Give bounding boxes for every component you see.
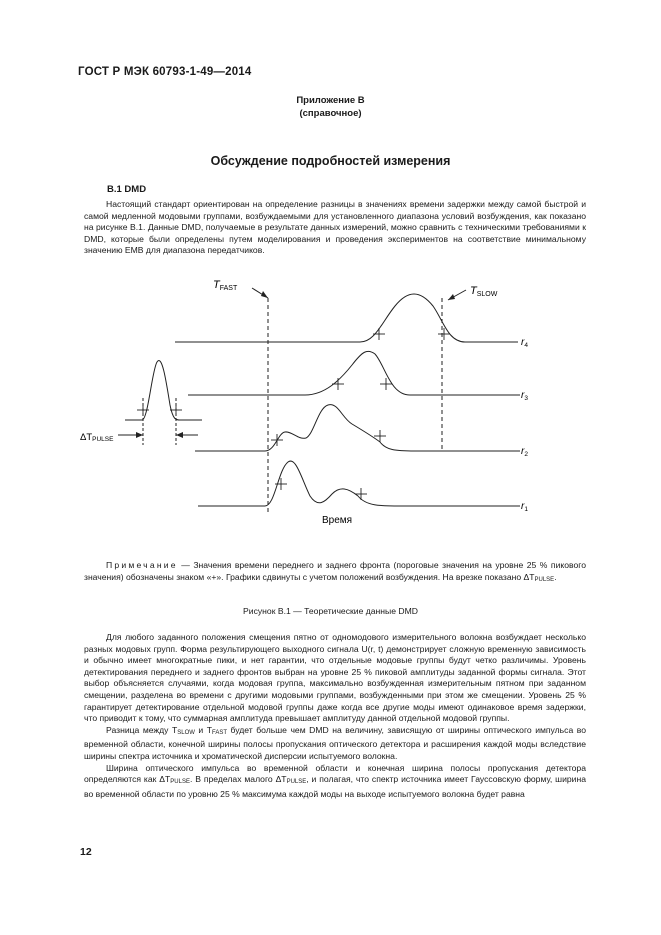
paragraph-2: Разница между $T_{SLOW}$ и $T_{FAST}$ будет больше чем DMD на величину, зависящую от ширины оптического импульса во временной области, конечной ширины полосы пропускания оптического детектора и расширения каждой моды вследствие ширины спектра источника и хроматической дисперсии испытуемого волокна. <box>84 724 586 761</box>
plus-markers <box>137 328 450 500</box>
body-paragraphs <box>84 632 586 800</box>
trace-r2 <box>195 405 520 451</box>
page-title: Обсуждение подробностей измерения <box>210 154 451 168</box>
trace-r1 <box>198 461 520 506</box>
t-slow-label: TSLOW <box>470 285 498 298</box>
trace-r4 <box>175 294 518 342</box>
note-text: — Значения времени переднего и заднего фронта (пороговые значения на уровне 25 % пикового значения) обозначены знаком «+». Графики сдвинуты с учетом положений возбуждения. На врезке показано ΔT <box>84 560 586 582</box>
intro-text: Настоящий стандарт ориентирован на определение разницы в значениях времени задержки между самой быстрой и самой медленной модовыми группами, возбуждаемыми для установленного диапазона условий возбуждения, как показано на рисунке В.1. Данные DMD, получаемые в результате данных измерений, можно сравнить с техническими требованиями к DMD, которые были определены путем моделирования и проведения экспериментов на соответствие минимальному значению EMB для диапазона передатчиков. <box>84 199 586 256</box>
trace-r3 <box>188 351 520 395</box>
appendix-subtitle: (справочное) <box>299 108 362 119</box>
appendix-title: Приложение В <box>296 95 365 106</box>
dt-pulse-label: ΔTPULSE <box>80 432 114 443</box>
figure-caption: Рисунок В.1 — Теоретические данные DMD <box>243 606 418 616</box>
paragraph-1: Для любого заданного положения смещения пятно от одномодового измерительного волокна возбуждает несколько разных модовых групп. Форма результирующего выходного сигнала U(r, t) демонстрирует сложную временную зависимость и обычно имеет многократные пики, и нет гарантии, что отдельные модовые группы будут четко различимы. Уровень детектирования переднего и заднего фронтов выбран на уровне 25 % пиковой амплитуды заданной формы сигнала. Этот выбор объясняется случаями, когда модовая группа, максимально возбужденная измерительным пятном при заданном смещении, разделена во времени с другими модовыми группами, возбужденными при этом же смещении. Уровень 25 % гарантирует детектирование отдельной модовой группы даже когда все другие моды имеют одинаковое время задержки, что приводит к тому, что суммарная амплитуда превышает амплитуду данной отдельной модовой группы. <box>84 632 586 724</box>
note-label: Примечание <box>106 560 178 570</box>
dmd-figure <box>70 270 550 535</box>
document-header: ГОСТ Р МЭК 60793-1-49—2014 <box>78 66 252 78</box>
paragraph-3: Ширина оптического импульса во временной области и конечная ширина полосы пропускания детектора определяются как $\Delta T_{PULSE}$. В пределах малого $\Delta T_{PULSE}$, и полагая, что спектр источника имеет Гауссовскую форму, ширина во временной области по уровню 25 % максимума каждой моды на выходе испытуемого волокна будет равна <box>84 762 586 799</box>
inset-pulse <box>125 361 202 420</box>
intro-paragraph <box>84 199 586 257</box>
time-axis-label: Время <box>322 515 353 526</box>
r4-label: $r_4$ <box>521 337 528 349</box>
r3-label: $r_3$ <box>521 390 528 402</box>
t-fast-label: TFAST <box>213 279 238 292</box>
r1-label: $r_1$ <box>521 501 528 513</box>
section-heading: В.1 DMD <box>107 184 147 195</box>
r2-label: $r_2$ <box>521 446 528 458</box>
page-number: 12 <box>80 846 92 858</box>
figure-note: Примечание — Значения времени переднего и заднего фронта (пороговые значения на уровне 25 % пикового значения) обозначены знаком «+». Графики сдвинуты с учетом положений возбуждения. На врезке показано $\Delta T_{PULSE}$. <box>84 560 586 583</box>
